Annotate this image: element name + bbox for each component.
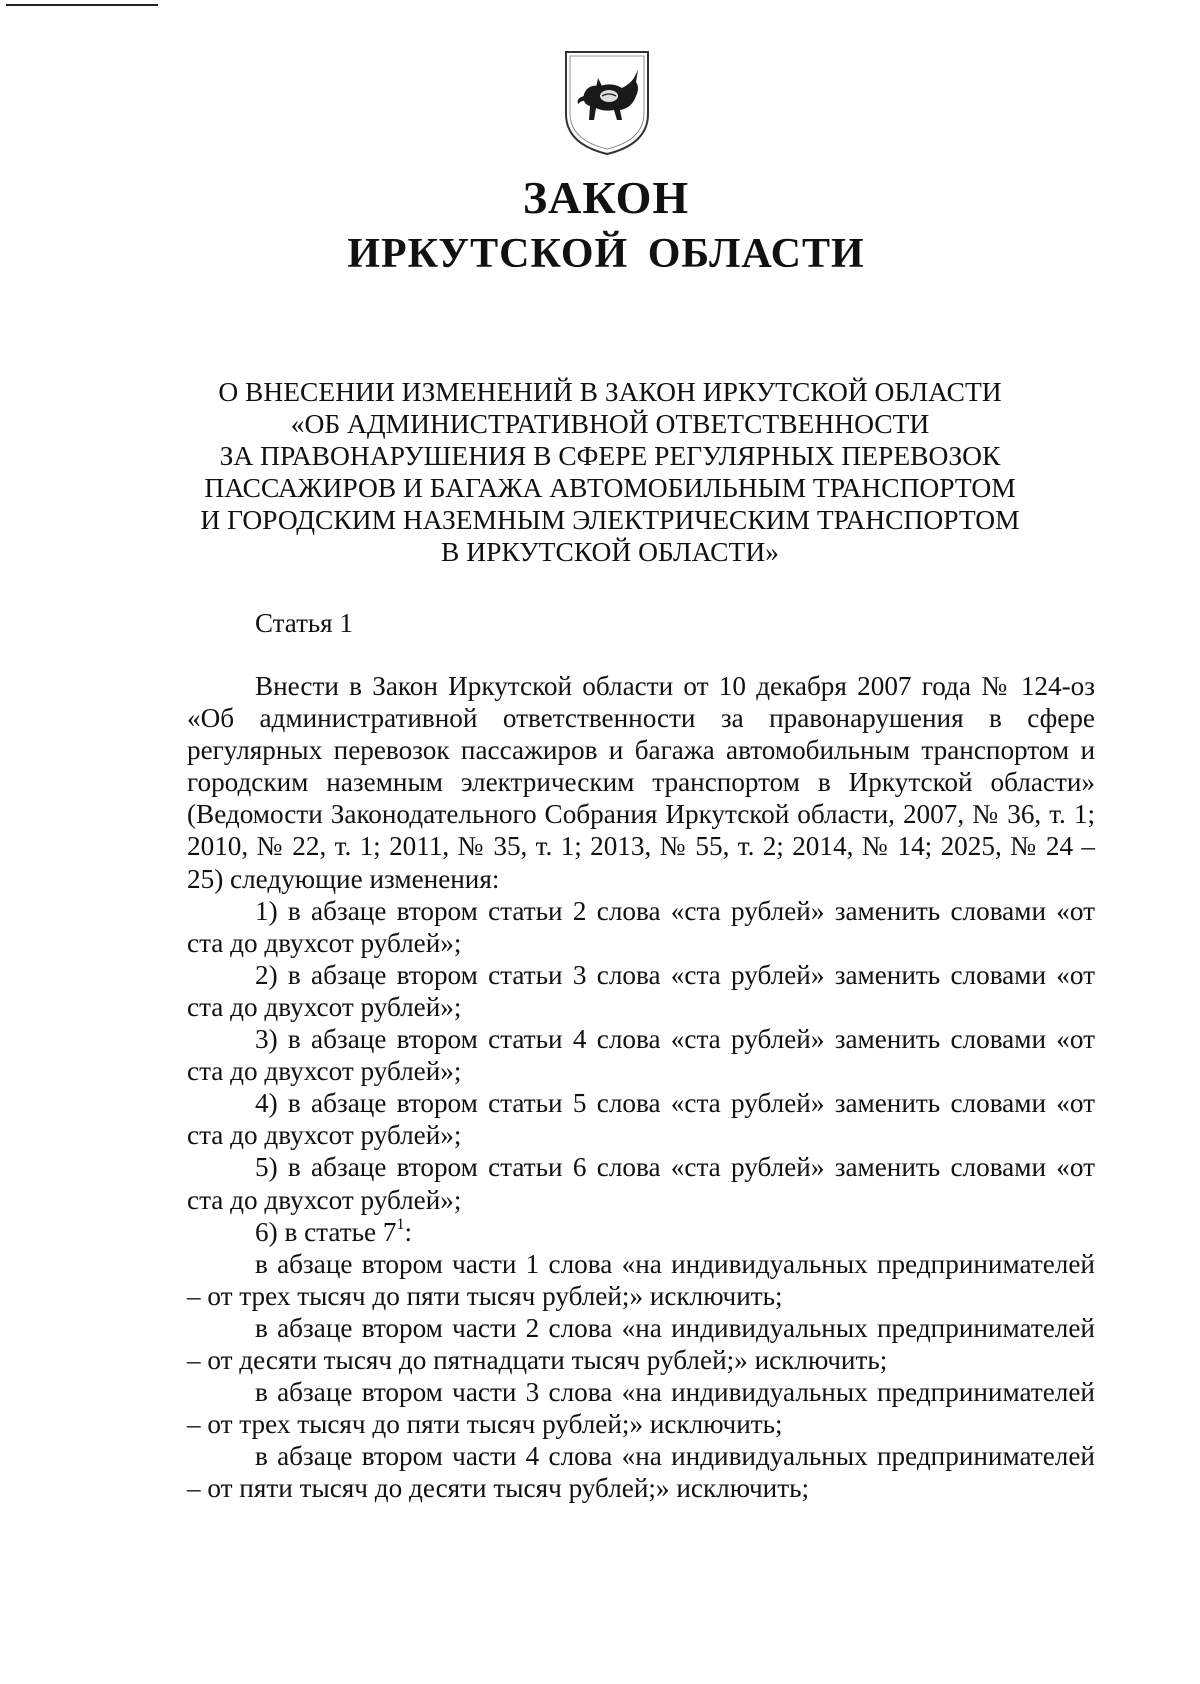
- top-rule: [6, 4, 158, 6]
- heading-line: И ГОРОДСКИМ НАЗЕМНЫМ ЭЛЕКТРИЧЕСКИМ ТРАНСПОРТОМ: [200, 504, 1020, 535]
- law-heading: [160, 376, 1060, 568]
- amendment-subitem: в абзаце втором части 4 слова «на индивидуальных предпринимателей – от пяти тысяч до десяти тысяч рублей;» исключить;: [187, 1441, 1095, 1504]
- law-title: ЗАКОН: [522, 172, 690, 223]
- amendment-item-6: [187, 1216, 1095, 1248]
- article-body: [187, 670, 1095, 1504]
- coat-of-arms-icon: [562, 48, 652, 158]
- heading-line: ПАССАЖИРОВ И БАГАЖА АВТОМОБИЛЬНЫМ ТРАНСПОРТОМ: [204, 472, 1016, 503]
- amendment-item: 3) в абзаце втором статьи 4 слова «ста рублей» заменить словами «от ста до двухсот рублей»;: [187, 1024, 1095, 1087]
- heading-line: В ИРКУТСКОЙ ОБЛАСТИ»: [441, 536, 779, 567]
- amendment-item: 2) в абзаце втором статьи 3 слова «ста рублей» заменить словами «от ста до двухсот рублей»;: [187, 959, 1095, 1022]
- article-label: Статья 1: [255, 608, 353, 638]
- law-region-title: ИРКУТСКОЙ ОБЛАСТИ: [347, 231, 865, 277]
- amendment-item: 1) в абзаце втором статьи 2 слова «ста рублей» заменить словами «от ста до двухсот рублей»;: [187, 895, 1095, 958]
- heading-line: «ОБ АДМИНИСТРАТИВНОЙ ОТВЕТСТВЕННОСТИ: [290, 408, 930, 439]
- amendment-subitem: в абзаце втором части 1 слова «на индивидуальных предпринимателей – от трех тысяч до пяти тысяч рублей;» исключить;: [187, 1248, 1095, 1311]
- item6-suffix: :: [404, 1216, 413, 1247]
- intro-paragraph: Внести в Закон Иркутской области от 10 декабря 2007 года № 124-оз «Об административной ответственности за правонарушения в сфере регулярных перевозок пассажиров и багажа автомобильным транспортом и городским наземным электрическим транспортом в Иркутской области» (Ведомости Законодательного Собрания Иркутской области, 2007, № 36, т. 1; 2010, № 22, т. 1; 2011, № 35, т. 1; 2013, № 55, т. 2; 2014, № 14; 2025, № 24 – 25) следующие изменения:: [187, 671, 1095, 894]
- item6-superscript: 1: [396, 1215, 405, 1233]
- amendment-item: 5) в абзаце втором статьи 6 слова «ста рублей» заменить словами «от ста до двухсот рублей»;: [187, 1152, 1095, 1215]
- heading-line: О ВНЕСЕНИИ ИЗМЕНЕНИЙ В ЗАКОН ИРКУТСКОЙ ОБЛАСТИ: [218, 376, 1002, 407]
- amendment-subitem: в абзаце втором части 3 слова «на индивидуальных предпринимателей – от трех тысяч до пяти тысяч рублей;» исключить;: [187, 1377, 1095, 1440]
- item6-prefix: 6) в статье 7: [255, 1216, 397, 1247]
- heading-line: ЗА ПРАВОНАРУШЕНИЯ В СФЕРЕ РЕГУЛЯРНЫХ ПЕРЕВОЗОК: [219, 440, 1001, 471]
- amendment-subitem: в абзаце втором части 2 слова «на индивидуальных предпринимателей – от десяти тысяч до пятнадцати тысяч рублей;» исключить;: [187, 1312, 1095, 1375]
- amendment-item: 4) в абзаце втором статьи 5 слова «ста рублей» заменить словами «от ста до двухсот рублей»;: [187, 1088, 1095, 1151]
